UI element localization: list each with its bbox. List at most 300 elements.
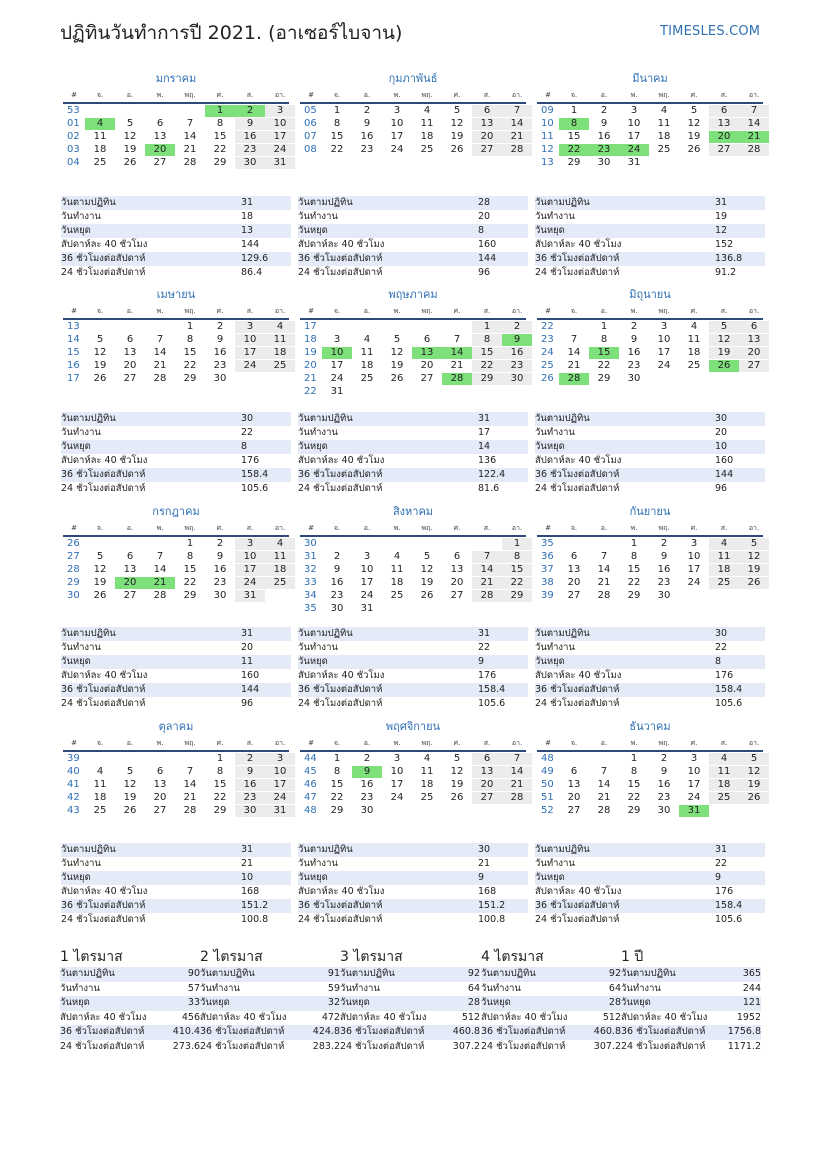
day-cell[interactable]: 22 bbox=[183, 577, 197, 588]
day-cell[interactable]: 7 bbox=[600, 766, 608, 777]
day-cell[interactable]: 12 bbox=[93, 347, 107, 358]
day-cell[interactable]: 22 bbox=[559, 144, 589, 156]
day-cell[interactable]: 28 bbox=[597, 590, 611, 601]
day-cell[interactable]: 24 bbox=[235, 360, 265, 372]
day-cell[interactable]: 26 bbox=[739, 792, 769, 804]
month-name[interactable]: ตุลาคม bbox=[158, 720, 194, 733]
day-cell[interactable]: 10 bbox=[265, 766, 295, 778]
day-cell[interactable]: 26 bbox=[450, 144, 464, 155]
day-cell[interactable]: 9 bbox=[660, 766, 668, 777]
day-cell[interactable]: 10 bbox=[235, 334, 265, 346]
day-cell[interactable]: 28 bbox=[739, 144, 769, 156]
day-cell[interactable]: 16 bbox=[213, 564, 227, 575]
day-cell[interactable]: 20 bbox=[145, 144, 175, 156]
day-cell[interactable]: 30 bbox=[657, 590, 671, 601]
day-cell[interactable]: 21 bbox=[472, 577, 502, 589]
day-cell[interactable]: 28 bbox=[472, 590, 502, 602]
day-cell[interactable]: 27 bbox=[709, 144, 739, 156]
day-cell[interactable]: 16 bbox=[235, 131, 265, 143]
day-cell[interactable]: 11 bbox=[390, 564, 404, 575]
day-cell[interactable]: 20 bbox=[472, 779, 502, 791]
day-cell[interactable]: 16 bbox=[360, 131, 374, 142]
day-cell[interactable]: 12 bbox=[390, 347, 404, 358]
day-cell[interactable]: 25 bbox=[93, 805, 107, 816]
day-cell[interactable]: 14 bbox=[567, 347, 581, 358]
day-cell[interactable]: 29 bbox=[213, 157, 227, 168]
day-cell[interactable]: 21 bbox=[450, 360, 464, 371]
day-cell[interactable]: 8 bbox=[186, 334, 194, 345]
day-cell[interactable]: 3 bbox=[363, 551, 371, 562]
day-cell[interactable]: 13 bbox=[123, 564, 137, 575]
day-cell[interactable]: 25 bbox=[709, 577, 739, 589]
month-name[interactable]: กรกฎาคม bbox=[152, 505, 200, 518]
day-cell[interactable]: 6 bbox=[156, 766, 164, 777]
day-cell[interactable]: 2 bbox=[502, 321, 532, 333]
day-cell[interactable]: 12 bbox=[739, 766, 769, 778]
day-cell[interactable]: 27 bbox=[472, 144, 502, 156]
day-cell[interactable]: 16 bbox=[360, 779, 374, 790]
day-cell[interactable]: 13 bbox=[123, 347, 137, 358]
day-cell[interactable]: 6 bbox=[472, 753, 502, 765]
day-cell[interactable]: 15 bbox=[589, 347, 619, 359]
day-cell[interactable]: 27 bbox=[472, 792, 502, 804]
day-cell[interactable]: 30 bbox=[627, 373, 641, 384]
day-cell[interactable]: 14 bbox=[153, 347, 167, 358]
day-cell[interactable]: 29 bbox=[597, 373, 611, 384]
day-cell[interactable]: 7 bbox=[186, 766, 194, 777]
day-cell[interactable]: 28 bbox=[183, 805, 197, 816]
day-cell[interactable]: 27 bbox=[153, 805, 167, 816]
day-cell[interactable]: 9 bbox=[600, 118, 608, 129]
day-cell[interactable]: 19 bbox=[123, 792, 137, 803]
day-cell[interactable]: 1 bbox=[205, 105, 235, 117]
day-cell[interactable]: 20 bbox=[450, 577, 464, 588]
day-cell[interactable]: 13 bbox=[739, 334, 769, 346]
day-cell[interactable]: 15 bbox=[567, 131, 581, 142]
day-cell[interactable]: 15 bbox=[627, 779, 641, 790]
day-cell[interactable]: 17 bbox=[265, 779, 295, 791]
day-cell[interactable]: 3 bbox=[393, 105, 401, 116]
day-cell[interactable]: 3 bbox=[630, 105, 638, 116]
day-cell[interactable]: 24 bbox=[619, 144, 649, 156]
day-cell[interactable]: 7 bbox=[570, 334, 578, 345]
day-cell[interactable]: 2 bbox=[333, 551, 341, 562]
day-cell[interactable]: 3 bbox=[235, 321, 265, 333]
day-cell[interactable]: 4 bbox=[265, 321, 295, 333]
day-cell[interactable]: 5 bbox=[393, 334, 401, 345]
day-cell[interactable]: 30 bbox=[235, 805, 265, 817]
day-cell[interactable]: 6 bbox=[423, 334, 431, 345]
day-cell[interactable]: 9 bbox=[216, 334, 224, 345]
day-cell[interactable]: 6 bbox=[709, 105, 739, 117]
day-cell[interactable]: 3 bbox=[690, 538, 698, 549]
day-cell[interactable]: 22 bbox=[330, 792, 344, 803]
day-cell[interactable]: 18 bbox=[265, 347, 295, 359]
day-cell[interactable]: 21 bbox=[183, 144, 197, 155]
day-cell[interactable]: 9 bbox=[235, 766, 265, 778]
day-cell[interactable]: 23 bbox=[360, 144, 374, 155]
day-cell[interactable]: 17 bbox=[687, 564, 701, 575]
day-cell[interactable]: 5 bbox=[709, 321, 739, 333]
day-cell[interactable]: 20 bbox=[567, 792, 581, 803]
day-cell[interactable]: 23 bbox=[235, 144, 265, 156]
day-cell[interactable]: 24 bbox=[657, 360, 671, 371]
day-cell[interactable]: 24 bbox=[390, 792, 404, 803]
day-cell[interactable]: 7 bbox=[600, 551, 608, 562]
day-cell[interactable]: 21 bbox=[597, 577, 611, 588]
day-cell[interactable]: 18 bbox=[420, 779, 434, 790]
day-cell[interactable]: 5 bbox=[739, 538, 769, 550]
day-cell[interactable]: 18 bbox=[390, 577, 404, 588]
day-cell[interactable]: 8 bbox=[630, 766, 638, 777]
day-cell[interactable]: 17 bbox=[330, 360, 344, 371]
day-cell[interactable]: 10 bbox=[360, 564, 374, 575]
day-cell[interactable]: 19 bbox=[93, 577, 107, 588]
day-cell[interactable]: 22 bbox=[472, 360, 502, 372]
day-cell[interactable]: 26 bbox=[93, 373, 107, 384]
day-cell[interactable]: 3 bbox=[333, 334, 341, 345]
day-cell[interactable]: 6 bbox=[126, 551, 134, 562]
day-cell[interactable]: 12 bbox=[687, 118, 701, 129]
day-cell[interactable]: 17 bbox=[657, 347, 671, 358]
day-cell[interactable]: 19 bbox=[709, 347, 739, 359]
day-cell[interactable]: 22 bbox=[627, 792, 641, 803]
day-cell[interactable]: 25 bbox=[687, 360, 701, 371]
day-cell[interactable]: 23 bbox=[627, 360, 641, 371]
day-cell[interactable]: 1 bbox=[600, 321, 608, 332]
day-cell[interactable]: 22 bbox=[502, 577, 532, 589]
day-cell[interactable]: 22 bbox=[627, 577, 641, 588]
day-cell[interactable]: 10 bbox=[687, 766, 701, 777]
day-cell[interactable]: 8 bbox=[333, 118, 341, 129]
day-cell[interactable]: 19 bbox=[739, 564, 769, 576]
day-cell[interactable]: 18 bbox=[265, 564, 295, 576]
day-cell[interactable]: 2 bbox=[235, 105, 265, 117]
day-cell[interactable]: 9 bbox=[352, 766, 382, 778]
day-cell[interactable]: 8 bbox=[559, 118, 589, 130]
day-cell[interactable]: 14 bbox=[739, 118, 769, 130]
day-cell[interactable]: 25 bbox=[420, 792, 434, 803]
day-cell[interactable]: 2 bbox=[363, 105, 371, 116]
day-cell[interactable]: 2 bbox=[660, 753, 668, 764]
day-cell[interactable]: 16 bbox=[502, 347, 532, 359]
day-cell[interactable]: 18 bbox=[420, 131, 434, 142]
day-cell[interactable]: 13 bbox=[472, 766, 502, 778]
day-cell[interactable]: 28 bbox=[597, 805, 611, 816]
day-cell[interactable]: 20 bbox=[472, 131, 502, 143]
day-cell[interactable]: 5 bbox=[739, 753, 769, 765]
day-cell[interactable]: 30 bbox=[502, 373, 532, 385]
day-cell[interactable]: 17 bbox=[627, 131, 641, 142]
day-cell[interactable]: 28 bbox=[153, 590, 167, 601]
day-cell[interactable]: 24 bbox=[265, 792, 295, 804]
day-cell[interactable]: 27 bbox=[567, 805, 581, 816]
day-cell[interactable]: 9 bbox=[630, 334, 638, 345]
day-cell[interactable]: 9 bbox=[660, 551, 668, 562]
day-cell[interactable]: 4 bbox=[423, 105, 431, 116]
day-cell[interactable]: 2 bbox=[216, 538, 224, 549]
day-cell[interactable]: 10 bbox=[687, 551, 701, 562]
day-cell[interactable]: 19 bbox=[687, 131, 701, 142]
day-cell[interactable]: 10 bbox=[657, 334, 671, 345]
day-cell[interactable]: 25 bbox=[360, 373, 374, 384]
day-cell[interactable]: 26 bbox=[450, 792, 464, 803]
day-cell[interactable]: 24 bbox=[687, 577, 701, 588]
day-cell[interactable]: 7 bbox=[472, 551, 502, 563]
day-cell[interactable]: 20 bbox=[739, 347, 769, 359]
day-cell[interactable]: 15 bbox=[502, 564, 532, 576]
day-cell[interactable]: 4 bbox=[393, 551, 401, 562]
day-cell[interactable]: 11 bbox=[687, 334, 701, 345]
day-cell[interactable]: 16 bbox=[213, 347, 227, 358]
day-cell[interactable]: 11 bbox=[93, 779, 107, 790]
month-name[interactable]: ธันวาคม bbox=[629, 720, 671, 733]
day-cell[interactable]: 11 bbox=[420, 118, 434, 129]
day-cell[interactable]: 24 bbox=[390, 144, 404, 155]
day-cell[interactable]: 7 bbox=[739, 105, 769, 117]
day-cell[interactable]: 21 bbox=[739, 131, 769, 143]
day-cell[interactable]: 11 bbox=[420, 766, 434, 777]
day-cell[interactable]: 28 bbox=[559, 373, 589, 385]
day-cell[interactable]: 22 bbox=[213, 792, 227, 803]
day-cell[interactable]: 23 bbox=[589, 144, 619, 156]
day-cell[interactable]: 5 bbox=[423, 551, 431, 562]
day-cell[interactable]: 8 bbox=[502, 551, 532, 563]
day-cell[interactable]: 4 bbox=[265, 538, 295, 550]
day-cell[interactable]: 8 bbox=[600, 334, 608, 345]
day-cell[interactable]: 25 bbox=[390, 590, 404, 601]
day-cell[interactable]: 13 bbox=[153, 131, 167, 142]
day-cell[interactable]: 28 bbox=[502, 144, 532, 156]
day-cell[interactable]: 5 bbox=[96, 551, 104, 562]
day-cell[interactable]: 31 bbox=[360, 603, 374, 614]
day-cell[interactable]: 19 bbox=[420, 577, 434, 588]
day-cell[interactable]: 9 bbox=[333, 564, 341, 575]
day-cell[interactable]: 5 bbox=[690, 105, 698, 116]
day-cell[interactable]: 19 bbox=[739, 779, 769, 791]
day-cell[interactable]: 25 bbox=[93, 157, 107, 168]
day-cell[interactable]: 25 bbox=[657, 144, 671, 155]
day-cell[interactable]: 14 bbox=[597, 564, 611, 575]
day-cell[interactable]: 16 bbox=[657, 779, 671, 790]
day-cell[interactable]: 9 bbox=[216, 551, 224, 562]
day-cell[interactable]: 13 bbox=[412, 347, 442, 359]
day-cell[interactable]: 20 bbox=[709, 131, 739, 143]
day-cell[interactable]: 21 bbox=[502, 779, 532, 791]
day-cell[interactable]: 26 bbox=[93, 590, 107, 601]
day-cell[interactable]: 29 bbox=[627, 590, 641, 601]
day-cell[interactable]: 26 bbox=[709, 360, 739, 372]
day-cell[interactable]: 26 bbox=[420, 590, 434, 601]
day-cell[interactable]: 10 bbox=[390, 118, 404, 129]
month-name[interactable]: มิถุนายน bbox=[629, 288, 671, 301]
day-cell[interactable]: 5 bbox=[126, 118, 134, 129]
day-cell[interactable]: 30 bbox=[213, 373, 227, 384]
day-cell[interactable]: 15 bbox=[213, 131, 227, 142]
day-cell[interactable]: 2 bbox=[660, 538, 668, 549]
day-cell[interactable]: 8 bbox=[216, 118, 224, 129]
day-cell[interactable]: 24 bbox=[330, 373, 344, 384]
day-cell[interactable]: 11 bbox=[709, 766, 739, 778]
day-cell[interactable]: 25 bbox=[420, 144, 434, 155]
month-name[interactable]: มีนาคม bbox=[632, 72, 668, 85]
day-cell[interactable]: 26 bbox=[687, 144, 701, 155]
day-cell[interactable]: 1 bbox=[186, 538, 194, 549]
day-cell[interactable]: 23 bbox=[235, 792, 265, 804]
day-cell[interactable]: 4 bbox=[363, 334, 371, 345]
day-cell[interactable]: 21 bbox=[502, 131, 532, 143]
day-cell[interactable]: 20 bbox=[153, 792, 167, 803]
day-cell[interactable]: 1 bbox=[630, 538, 638, 549]
day-cell[interactable]: 1 bbox=[186, 321, 194, 332]
day-cell[interactable]: 1 bbox=[570, 105, 578, 116]
day-cell[interactable]: 12 bbox=[123, 131, 137, 142]
day-cell[interactable]: 4 bbox=[423, 753, 431, 764]
day-cell[interactable]: 13 bbox=[153, 779, 167, 790]
day-cell[interactable]: 4 bbox=[96, 766, 104, 777]
day-cell[interactable]: 21 bbox=[153, 360, 167, 371]
day-cell[interactable]: 10 bbox=[390, 766, 404, 777]
day-cell[interactable]: 23 bbox=[330, 590, 344, 601]
day-cell[interactable]: 19 bbox=[123, 144, 137, 155]
day-cell[interactable]: 3 bbox=[690, 753, 698, 764]
day-cell[interactable]: 11 bbox=[93, 131, 107, 142]
day-cell[interactable]: 18 bbox=[709, 564, 739, 576]
day-cell[interactable]: 1 bbox=[502, 538, 532, 550]
day-cell[interactable]: 14 bbox=[183, 131, 197, 142]
day-cell[interactable]: 6 bbox=[570, 766, 578, 777]
day-cell[interactable]: 18 bbox=[93, 144, 107, 155]
day-cell[interactable]: 6 bbox=[156, 118, 164, 129]
day-cell[interactable]: 3 bbox=[660, 321, 668, 332]
day-cell[interactable]: 17 bbox=[390, 131, 404, 142]
day-cell[interactable]: 28 bbox=[502, 792, 532, 804]
day-cell[interactable]: 21 bbox=[183, 792, 197, 803]
day-cell[interactable]: 21 bbox=[597, 792, 611, 803]
day-cell[interactable]: 23 bbox=[360, 792, 374, 803]
day-cell[interactable]: 28 bbox=[153, 373, 167, 384]
day-cell[interactable]: 8 bbox=[216, 766, 224, 777]
day-cell[interactable]: 19 bbox=[450, 131, 464, 142]
day-cell[interactable]: 9 bbox=[502, 334, 532, 346]
day-cell[interactable]: 14 bbox=[597, 779, 611, 790]
day-cell[interactable]: 1 bbox=[333, 753, 341, 764]
day-cell[interactable]: 7 bbox=[186, 118, 194, 129]
day-cell[interactable]: 12 bbox=[123, 779, 137, 790]
day-cell[interactable]: 10 bbox=[235, 551, 265, 563]
day-cell[interactable]: 1 bbox=[216, 753, 224, 764]
day-cell[interactable]: 12 bbox=[93, 564, 107, 575]
day-cell[interactable]: 20 bbox=[123, 360, 137, 371]
day-cell[interactable]: 15 bbox=[627, 564, 641, 575]
day-cell[interactable]: 13 bbox=[567, 564, 581, 575]
day-cell[interactable]: 12 bbox=[709, 334, 739, 346]
day-cell[interactable]: 29 bbox=[183, 373, 197, 384]
day-cell[interactable]: 7 bbox=[502, 105, 532, 117]
day-cell[interactable]: 5 bbox=[453, 753, 461, 764]
day-cell[interactable]: 10 bbox=[627, 118, 641, 129]
month-name[interactable]: มกราคม bbox=[155, 72, 197, 85]
day-cell[interactable]: 1 bbox=[333, 105, 341, 116]
day-cell[interactable]: 26 bbox=[390, 373, 404, 384]
day-cell[interactable]: 14 bbox=[442, 347, 472, 359]
day-cell[interactable]: 11 bbox=[360, 347, 374, 358]
day-cell[interactable]: 24 bbox=[687, 792, 701, 803]
day-cell[interactable]: 11 bbox=[265, 551, 295, 563]
month-name[interactable]: กุมภาพันธ์ bbox=[388, 72, 438, 85]
day-cell[interactable]: 12 bbox=[420, 564, 434, 575]
day-cell[interactable]: 22 bbox=[213, 144, 227, 155]
day-cell[interactable]: 30 bbox=[597, 157, 611, 168]
day-cell[interactable]: 20 bbox=[567, 577, 581, 588]
day-cell[interactable]: 27 bbox=[153, 157, 167, 168]
day-cell[interactable]: 27 bbox=[420, 373, 434, 384]
day-cell[interactable]: 20 bbox=[115, 577, 145, 589]
day-cell[interactable]: 11 bbox=[709, 551, 739, 563]
day-cell[interactable]: 14 bbox=[472, 564, 502, 576]
day-cell[interactable]: 1 bbox=[630, 753, 638, 764]
day-cell[interactable]: 16 bbox=[330, 577, 344, 588]
day-cell[interactable]: 29 bbox=[330, 805, 344, 816]
day-cell[interactable]: 4 bbox=[709, 538, 739, 550]
day-cell[interactable]: 19 bbox=[450, 779, 464, 790]
day-cell[interactable]: 30 bbox=[657, 805, 671, 816]
day-cell[interactable]: 28 bbox=[183, 157, 197, 168]
day-cell[interactable]: 14 bbox=[502, 118, 532, 130]
day-cell[interactable]: 26 bbox=[123, 157, 137, 168]
day-cell[interactable]: 11 bbox=[657, 118, 671, 129]
day-cell[interactable]: 5 bbox=[126, 766, 134, 777]
day-cell[interactable]: 31 bbox=[679, 805, 709, 817]
day-cell[interactable]: 2 bbox=[216, 321, 224, 332]
month-name[interactable]: กันยายน bbox=[629, 505, 671, 518]
day-cell[interactable]: 16 bbox=[627, 347, 641, 358]
day-cell[interactable]: 13 bbox=[567, 779, 581, 790]
day-cell[interactable]: 6 bbox=[739, 321, 769, 333]
day-cell[interactable]: 14 bbox=[502, 766, 532, 778]
day-cell[interactable]: 9 bbox=[363, 118, 371, 129]
day-cell[interactable]: 23 bbox=[657, 792, 671, 803]
day-cell[interactable]: 4 bbox=[85, 118, 115, 130]
day-cell[interactable]: 23 bbox=[657, 577, 671, 588]
day-cell[interactable]: 15 bbox=[330, 131, 344, 142]
day-cell[interactable]: 24 bbox=[235, 577, 265, 589]
day-cell[interactable]: 8 bbox=[472, 334, 502, 346]
day-cell[interactable]: 29 bbox=[472, 373, 502, 385]
day-cell[interactable]: 14 bbox=[153, 564, 167, 575]
day-cell[interactable]: 27 bbox=[567, 590, 581, 601]
day-cell[interactable]: 3 bbox=[235, 538, 265, 550]
day-cell[interactable]: 8 bbox=[333, 766, 341, 777]
day-cell[interactable]: 7 bbox=[156, 551, 164, 562]
day-cell[interactable]: 4 bbox=[690, 321, 698, 332]
day-cell[interactable]: 24 bbox=[265, 144, 295, 156]
day-cell[interactable]: 23 bbox=[213, 577, 227, 588]
day-cell[interactable]: 13 bbox=[450, 564, 464, 575]
day-cell[interactable]: 7 bbox=[502, 753, 532, 765]
day-cell[interactable]: 29 bbox=[213, 805, 227, 816]
day-cell[interactable]: 5 bbox=[453, 105, 461, 116]
day-cell[interactable]: 30 bbox=[213, 590, 227, 601]
day-cell[interactable]: 30 bbox=[330, 603, 344, 614]
day-cell[interactable]: 16 bbox=[657, 564, 671, 575]
month-name[interactable]: พฤษภาคม bbox=[388, 288, 438, 301]
day-cell[interactable]: 25 bbox=[709, 792, 739, 804]
day-cell[interactable]: 4 bbox=[709, 753, 739, 765]
day-cell[interactable]: 5 bbox=[96, 334, 104, 345]
brand-logo-text[interactable]: TIMESLES.COM bbox=[660, 24, 761, 39]
day-cell[interactable]: 17 bbox=[235, 347, 265, 359]
